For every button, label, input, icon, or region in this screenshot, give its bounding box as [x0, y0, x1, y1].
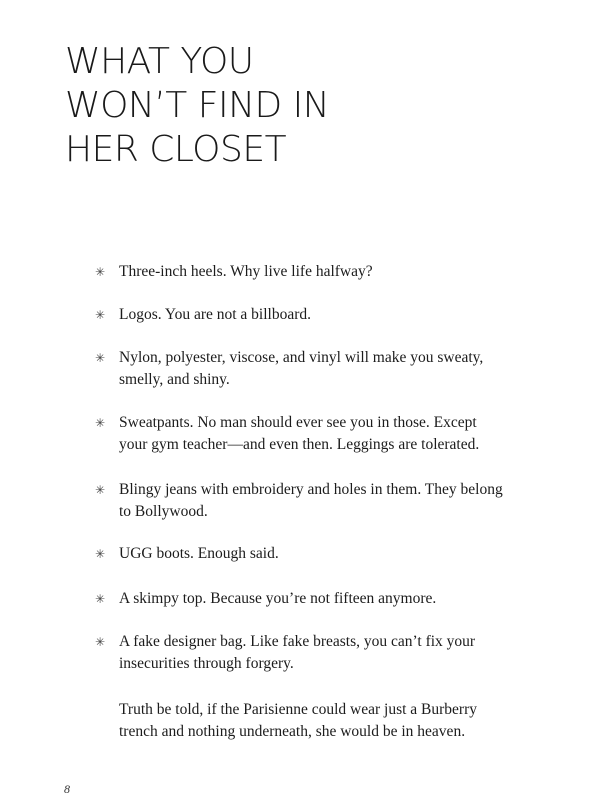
list-item	[95, 543, 535, 565]
list-item	[95, 412, 535, 456]
list-item-text: A skimpy top. Because you’re not fifteen anymore.	[119, 590, 437, 607]
asterisk-bullet-icon: ✳	[95, 351, 106, 365]
closing-paragraph: Truth be told, if the Parisienne could wear just a Burberry trench and nothing underneath, she would be in heaven.	[119, 701, 478, 740]
asterisk-bullet-icon: ✳	[95, 547, 106, 561]
asterisk-bullet-icon: ✳	[95, 416, 106, 430]
title-line: WON’T FIND IN	[65, 85, 330, 126]
list-item	[95, 479, 535, 523]
asterisk-bullet-icon: ✳	[95, 635, 106, 649]
asterisk-bullet-icon: ✳	[95, 483, 106, 497]
list-item	[95, 631, 535, 675]
list-item-text: A fake designer bag. Like fake breasts, you can’t fix your insecurities through forgery.	[119, 633, 476, 672]
asterisk-bullet-icon: ✳	[95, 592, 106, 606]
list-item-text: Three-inch heels. Why live life halfway?	[119, 263, 373, 280]
list-item-text: Logos. You are not a billboard.	[119, 306, 312, 323]
asterisk-bullet-icon: ✳	[95, 265, 106, 279]
list-item	[95, 588, 535, 610]
list-item-text: Sweatpants. No man should ever see you in those. Except your gym teacher—and even then. Leggings are tolerated.	[119, 414, 480, 453]
list-item	[95, 304, 535, 326]
list-item	[95, 261, 535, 283]
list-item-text: Nylon, polyester, viscose, and vinyl will make you sweaty, smelly, and shiny.	[119, 349, 484, 388]
title-line: WHAT YOU	[65, 41, 254, 82]
list-item-text: UGG boots. Enough said.	[119, 545, 279, 562]
list-item-text: Blingy jeans with embroidery and holes in them. They belong to Bollywood.	[119, 481, 503, 520]
asterisk-bullet-icon: ✳	[95, 308, 106, 322]
list-item	[95, 347, 535, 391]
title-line: HER CLOSET	[65, 129, 287, 170]
page-number: 8	[64, 782, 70, 796]
